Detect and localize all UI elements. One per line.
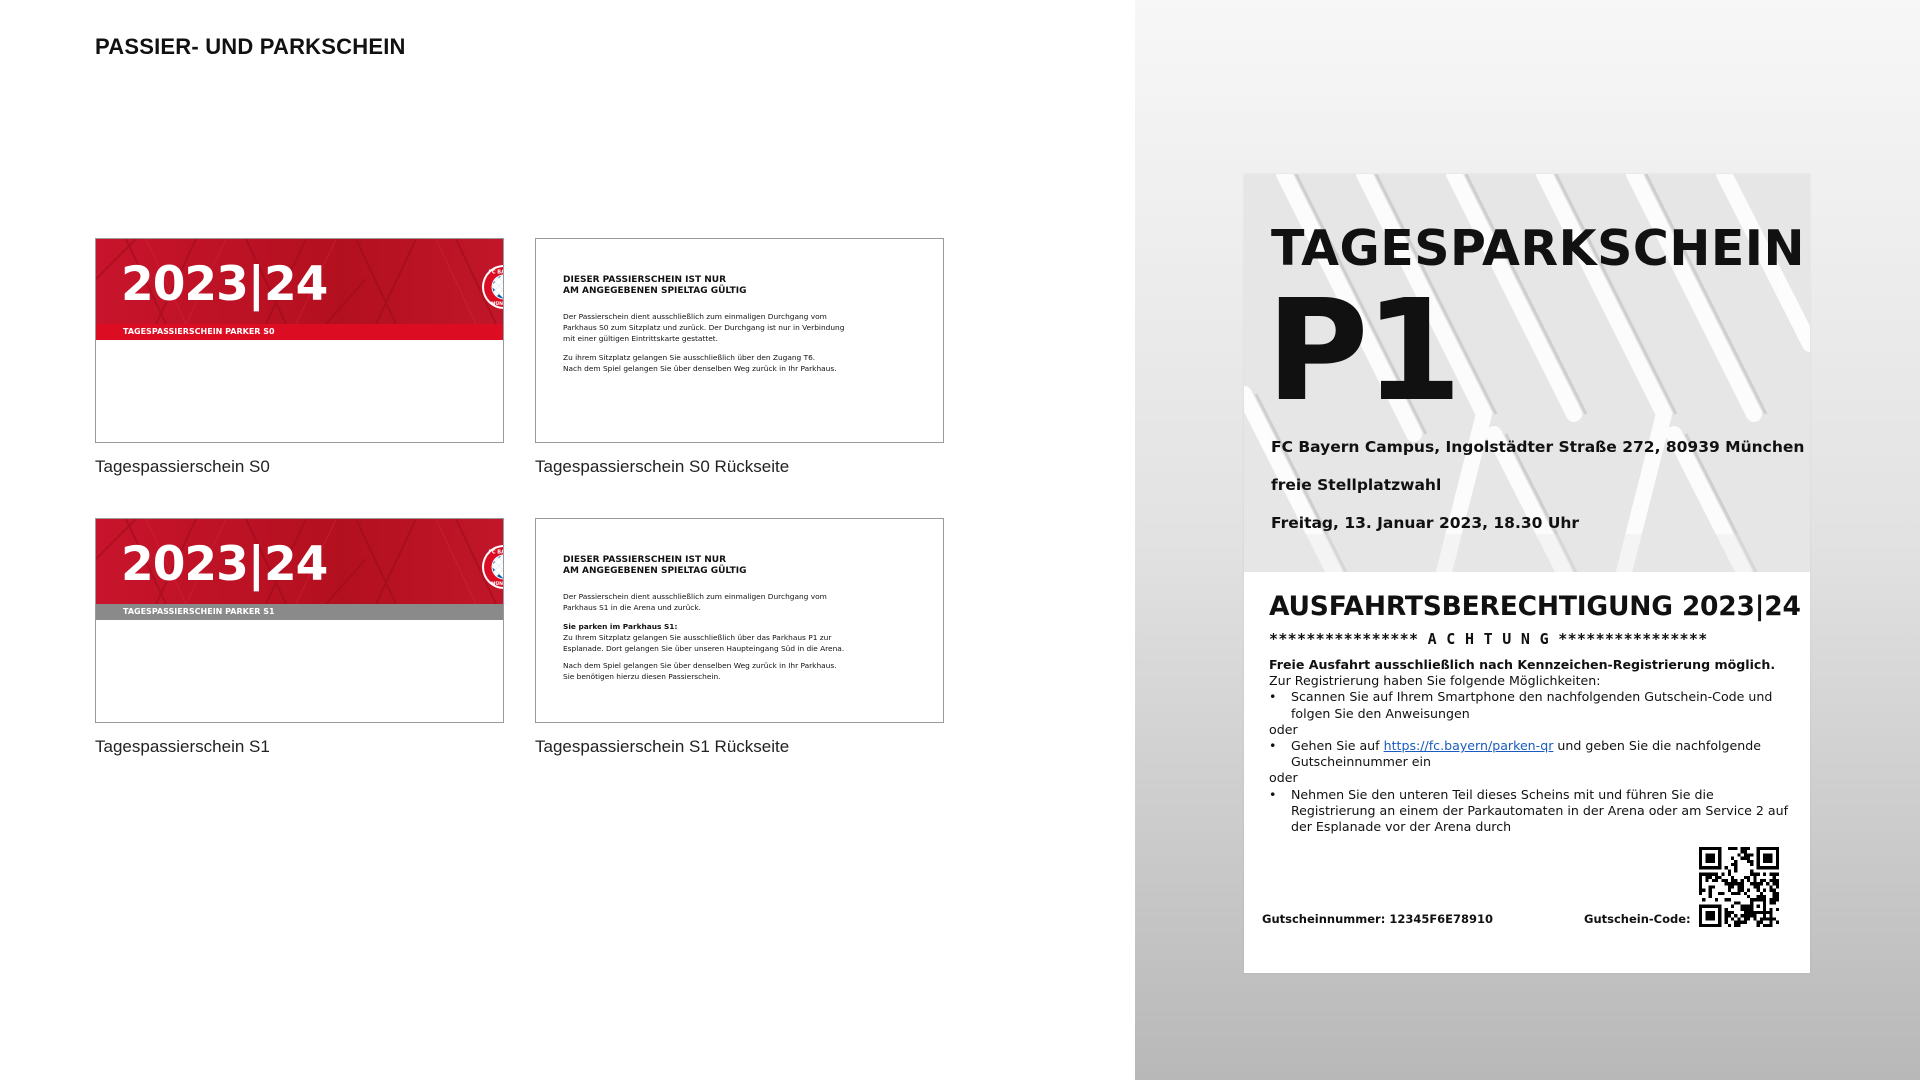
ticket-type-strip: TAGESPASSIERSCHEIN PARKER S0: [96, 324, 503, 340]
registration-instructions: [1269, 657, 1789, 835]
parking-code: P1: [1266, 270, 1459, 433]
validity-heading: DIESER PASSIERSCHEIN IST NUR AM ANGEGEBENEN SPIELTAG GÜLTIG: [563, 555, 747, 576]
ticket-s0-back: [535, 238, 944, 443]
validity-heading: DIESER PASSIERSCHEIN IST NUR AM ANGEGEBENEN SPIELTAG GÜLTIG: [563, 275, 747, 296]
or-separator: oder: [1269, 721, 1298, 737]
option-website: • Gehen Sie auf https://fc.bayern/parken-qr und geben Sie die nachfolgende Gutscheinnummer ein: [1269, 738, 1762, 770]
season-year: 2023|24: [121, 537, 328, 592]
ticket-back-text: Der Passierschein dient ausschließlich zum einmaligen Durchgang vom Parkhaus S1 in die Arena und zurück. Sie parken im Parkhaus S1: Zu Ihrem Sitzplatz gelangen Sie ausschließlich über das Parkhaus P1 zur Esplanade. Dort gelangen Sie über unseren Haupteingang Süd in die Arena. Nach dem Spiel gelangen Sie über denselben Weg zurück in Ihr Parkhaus. Sie benötigen hierzu diesen Passierschein.: [563, 592, 845, 681]
voucher-number: Gutscheinnummer: 12345F6E78910: [1262, 912, 1494, 926]
notice-intro: Zur Registrierung haben Sie folgende Möglichkeiten:: [1269, 673, 1601, 689]
caption-s0-back: Tagespassierschein S0 Rückseite: [535, 457, 790, 476]
ticket-back-text: Der Passierschein dient ausschließlich zum einmaligen Durchgang vom Parkhaus S0 zum Sitzplatz und zurück. Der Durchgang ist nur in Verbindung mit einer gültigen Eintrittskarte gestattet. Zu ihrem Sitzplatz gelangen Sie ausschließlich über den Zugang T6. Nach dem Spiel gelangen Sie über denselben Weg zurück in Ihr Parkhaus.: [563, 312, 845, 373]
ticket-s0-front: [95, 238, 520, 443]
ticket-s1-back: [535, 518, 944, 723]
option-machine: • Nehmen Sie den unteren Teil dieses Scheins mit und führen Sie die Registrierung an einem der Parkautomaten in der Arena oder am Service 2 auf der Esplanade vor der Arena durch: [1269, 786, 1789, 835]
svg-text:FC BAYERN: FC BAYERN: [488, 549, 520, 556]
voucher-code-label: Gutschein-Code:: [1584, 912, 1691, 926]
notice-bold: Freie Ausfahrt ausschließlich nach Kennzeichen-Registrierung möglich.: [1269, 657, 1776, 672]
exit-authorization-heading: AUSFAHRTSBERECHTIGUNG 2023|24: [1269, 591, 1801, 622]
caption-s1-back: Tagespassierschein S1 Rückseite: [535, 737, 790, 756]
or-separator: oder: [1269, 770, 1298, 786]
svg-text:MÜNCHEN: MÜNCHEN: [490, 302, 518, 307]
season-year: 2023|24: [121, 257, 328, 312]
caption-s0-front: Tagespassierschein S0: [95, 457, 270, 476]
registration-link[interactable]: https://fc.bayern/parken-qr: [1383, 738, 1554, 754]
red-header-band: [96, 239, 520, 324]
svg-text:FC BAYERN: FC BAYERN: [488, 269, 520, 276]
ticket-s1-front: [95, 518, 520, 723]
address: FC Bayern Campus, Ingolstädter Straße 272, 80939 München: [1271, 438, 1805, 456]
ticket-title: TAGESPARKSCHEIN: [1271, 220, 1806, 277]
parking-mode: freie Stellplatzwahl: [1271, 476, 1442, 494]
page-title: PASSIER- UND PARKSCHEIN: [95, 34, 406, 59]
ticket-type-strip: TAGESPASSIERSCHEIN PARKER S1: [96, 604, 503, 620]
red-header-band: [96, 519, 520, 604]
parking-ticket-p1: [1244, 174, 1810, 973]
qr-code-icon: [1699, 847, 1779, 927]
event-datetime: Freitag, 13. Januar 2023, 18.30 Uhr: [1271, 514, 1580, 532]
caption-s1-front: Tagespassierschein S1: [95, 737, 270, 756]
option-scan: • Scannen Sie auf Ihrem Smartphone den nachfolgenden Gutschein-Code und folgen Sie den Anweisungen: [1269, 689, 1773, 721]
achtung-banner: **************** A C H T U N G ****************: [1269, 630, 1708, 648]
svg-text:MÜNCHEN: MÜNCHEN: [490, 582, 518, 587]
